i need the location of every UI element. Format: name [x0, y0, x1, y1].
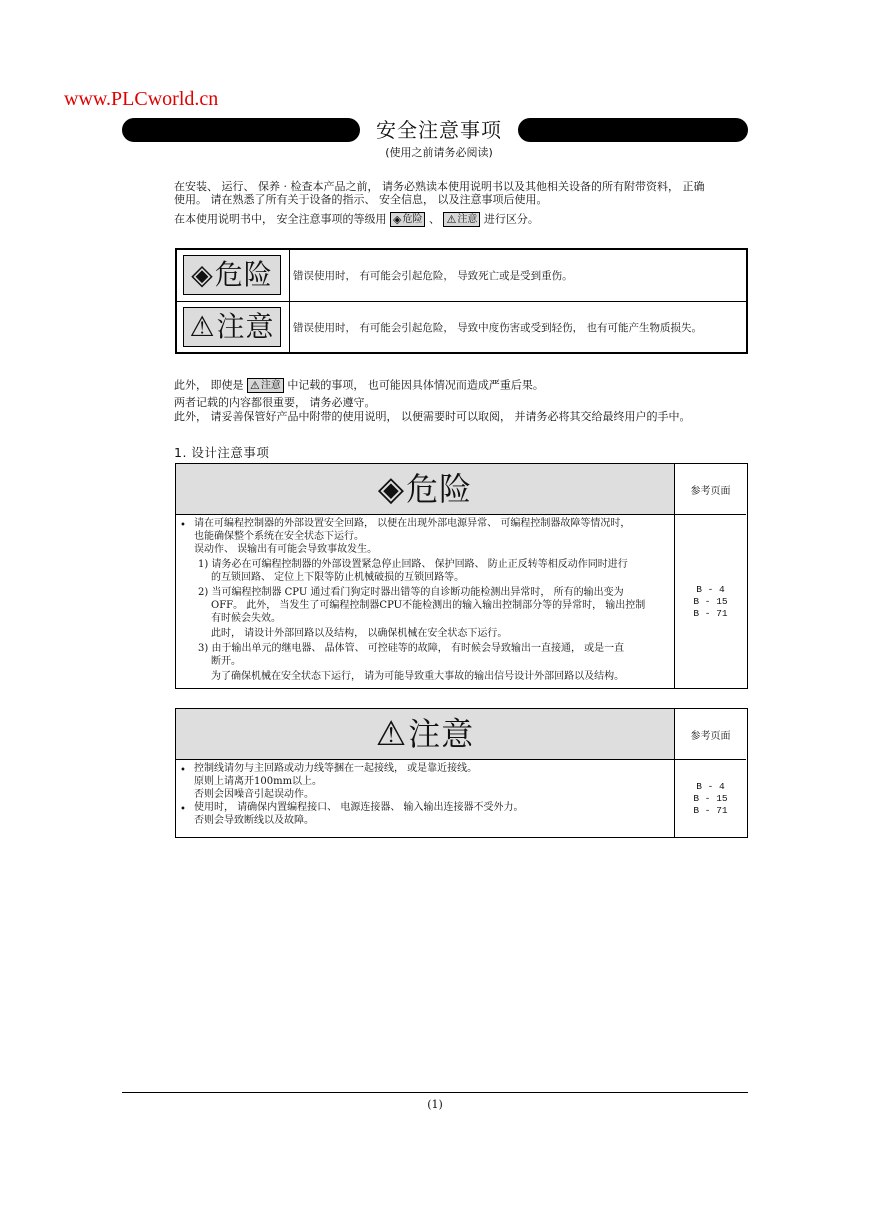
- page-title: 安全注意事项: [376, 118, 502, 142]
- bullet: •: [180, 520, 186, 531]
- caution-table-header: [176, 709, 746, 760]
- danger-diamond-icon: ◈: [377, 469, 405, 509]
- note-line-1-before: 此外， 即使是: [174, 378, 244, 392]
- inline-caution-badge: [247, 378, 284, 393]
- note-line-1-after: 中记载的事项， 也可能因具体情况而造成严重后果。: [287, 378, 544, 392]
- reference-page-link[interactable]: B - 71: [693, 607, 728, 619]
- caution-triangle-icon: ⚠: [375, 714, 407, 754]
- reference-page-link[interactable]: B - 15: [693, 595, 728, 607]
- page-subtitle: (使用之前请务必阅读): [385, 146, 493, 159]
- intro-line-3-after: 进行区分。: [483, 212, 539, 226]
- caution-line: 控制线请勿与主回路或动力线等捆在一起接线， 或是靠近接线。: [194, 763, 478, 774]
- caution-precautions-table: [175, 708, 748, 838]
- intro-line-1: 在安装、 运行、 保养 · 检查本产品之前， 请务必熟读本使用说明书以及其他相关设备的所有附带资料， 正确: [174, 180, 705, 193]
- level-row-danger: [177, 250, 746, 302]
- title-bar-left: [122, 118, 360, 142]
- danger-header-cell: [176, 464, 675, 514]
- caution-label: 注意: [216, 310, 275, 343]
- watermark-link[interactable]: www.PLCworld.cn: [64, 88, 219, 110]
- reference-page-header: 参考页面: [675, 709, 746, 759]
- intro-line-3: [174, 212, 748, 227]
- danger-table-header: [176, 464, 746, 515]
- level-icon-cell: [177, 250, 290, 301]
- danger-line: 1) 请务必在可编程控制器的外部设置紧急停止回路、 保护回路、 防止正反转等相反动作同时进行: [198, 559, 628, 570]
- reference-page-link[interactable]: B - 4: [696, 583, 725, 595]
- caution-table-body: [176, 760, 675, 837]
- inline-caution-badge: [443, 212, 480, 227]
- reference-page-link[interactable]: B - 71: [693, 804, 728, 816]
- caution-triangle-icon: ⚠: [446, 212, 457, 226]
- caution-line: 使用时， 请确保内置编程接口、 电源连接器、 输入输出连接器不受外力。: [194, 802, 524, 813]
- title-bar-right: [518, 118, 748, 142]
- caution-line: 否则会因噪音引起误动作。: [194, 789, 314, 800]
- danger-header-label: 危险: [406, 470, 473, 508]
- section-heading: 1. 设计注意事项: [174, 445, 270, 460]
- note-line-3: 此外， 请妥善保管好产品中附带的使用说明， 以便需要时可以取阅， 并请务必将其交给最终用户的手中。: [174, 410, 691, 423]
- bullet: •: [180, 765, 186, 776]
- note-line-2: 两者记载的内容都很重要， 请务必遵守。: [174, 396, 376, 409]
- danger-line: 3) 由于输出单元的继电器、 晶体管、 可控硅等的故障， 有时候会导致输出一直接通， 或是一直: [198, 643, 625, 654]
- danger-reference-pages: [675, 515, 746, 688]
- reference-page-header: 参考页面: [675, 464, 746, 514]
- intro-line-3-sep: 、: [428, 212, 440, 226]
- danger-diamond-icon: ◈: [393, 212, 402, 226]
- bullet: •: [180, 804, 186, 815]
- danger-precautions-table: [175, 463, 748, 689]
- danger-table-body: [176, 515, 675, 688]
- intro-line-2: 使用。 请在熟悉了所有关于设备的指示、 安全信息， 以及注意事项后使用。: [174, 193, 548, 206]
- danger-label: 危险: [214, 258, 273, 291]
- caution-reference-pages: [675, 760, 746, 837]
- level-icon-cell: [177, 302, 290, 353]
- danger-line: 2) 当可编程控制器 CPU 通过看门狗定时器出错等的自诊断功能检测出异常时， 所有的输出变为: [198, 587, 624, 598]
- reference-page-link[interactable]: B - 15: [693, 792, 728, 804]
- danger-line: OFF。 此外， 当发生了可编程控制器CPU不能检测出的输入输出控制部分等的异常时， 输出控制: [211, 600, 646, 611]
- danger-line: 断开。: [211, 656, 241, 667]
- danger-diamond-icon: ◈: [191, 258, 213, 291]
- caution-line: 原则上请离开100mm以上。: [194, 776, 323, 787]
- danger-line: 此时， 请设计外部回路以及结构， 以确保机械在安全状态下运行。: [211, 628, 508, 639]
- danger-label-box: [183, 255, 281, 295]
- caution-header-label: 注意: [408, 715, 475, 753]
- page-number: (1): [427, 1098, 443, 1111]
- caution-triangle-icon: ⚠: [189, 310, 215, 343]
- level-row-caution: [177, 302, 746, 353]
- inline-caution-label: 注意: [260, 379, 281, 391]
- danger-line: 误动作、 误输出有可能会导致事故发生。: [194, 544, 378, 555]
- danger-line: 有时候会失效。: [211, 613, 281, 624]
- caution-label-box: [183, 307, 281, 347]
- intro-line-3-before: 在本使用说明书中， 安全注意事项的等级用: [174, 212, 387, 226]
- safety-level-table: [175, 248, 748, 354]
- footer-divider: [122, 1092, 748, 1093]
- inline-caution-label: 注意: [457, 213, 478, 225]
- caution-triangle-icon: ⚠: [250, 378, 260, 392]
- reference-page-link[interactable]: B - 4: [696, 780, 725, 792]
- danger-line: 也能确保整个系统在安全状态下运行。: [194, 531, 364, 542]
- caution-header-cell: [176, 709, 675, 759]
- danger-description: 错误使用时， 有可能会引起危险， 导致死亡或是受到重伤。: [293, 270, 573, 282]
- danger-line: 的互锁回路、 定位上下限等防止机械破损的互锁回路等。: [211, 572, 465, 583]
- inline-danger-label: 危险: [402, 213, 423, 225]
- caution-line: 否则会导致断线以及故障。: [194, 815, 314, 826]
- note-line-1: [174, 378, 748, 393]
- caution-description: 错误使用时， 有可能会引起危险， 导致中度伤害或受到轻伤， 也有可能产生物质损失。: [293, 322, 703, 334]
- inline-danger-badge: [390, 212, 425, 227]
- danger-line: 请在可编程控制器的外部设置安全回路， 以便在出现外部电源异常、 可编程控制器故障等情况时，: [194, 518, 631, 529]
- danger-line: 为了确保机械在安全状态下运行， 请为可能导致重大事故的输出信号设计外部回路以及结构。: [211, 671, 625, 682]
